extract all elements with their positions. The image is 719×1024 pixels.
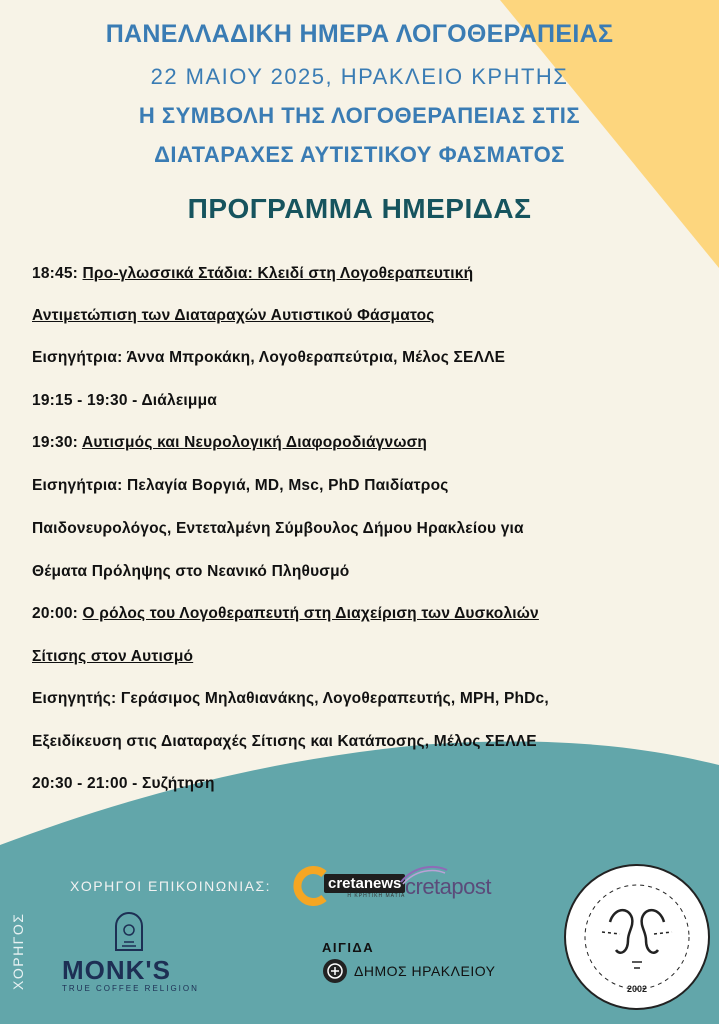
media-sponsors-label: ΧΟΡΗΓΟΙ ΕΠΙΚΟΙΝΩΝΙΑΣ: xyxy=(70,878,272,894)
dimos-logo xyxy=(322,958,496,984)
cretanews-c-icon xyxy=(292,866,328,906)
speaker-line-cont: Παιδονευρολόγος, Εντεταλμένη Σύμβουλος Δήμου Ηρακλείου για xyxy=(32,520,524,537)
dimos-emblem-icon xyxy=(322,958,348,984)
break-line: 19:15 - 19:30 - Διάλειμμα xyxy=(32,392,218,409)
program-title: ΠΡΟΓΡΑΜΜΑ ΗΜΕΡΙΔΑΣ xyxy=(187,193,532,224)
dimos-name: ΔΗΜΟΣ ΗΡΑΚΛΕΙΟΥ xyxy=(354,963,496,979)
association-seal xyxy=(562,862,712,1017)
session-title-cont: Αντιμετώπιση των Διαταραχών Αυτιστικού Φάσματος xyxy=(32,307,435,324)
speaker-line-cont: Θέματα Πρόληψης στο Νεανικό Πληθυσμό xyxy=(32,563,350,580)
session-title-cont: Σίτισης στον Αυτισμό xyxy=(32,648,194,665)
program-line xyxy=(32,434,427,452)
session-title: Ο ρόλος του Λογοθεραπευτή στη Διαχείριση των Δυσκολιών xyxy=(82,605,539,622)
session-time: 18:45: xyxy=(32,265,83,282)
monks-wordmark: MONK'S xyxy=(62,955,171,985)
monks-logo xyxy=(62,955,199,993)
discussion-line: 20:30 - 21:00 - Συζήτηση xyxy=(32,775,215,792)
speaker-line-cont: Εξειδίκευση στις Διαταραχές Σίτισης και Κατάποσης, Μέλος ΣΕΛΛΕ xyxy=(32,733,537,750)
cretapost-wordmark: cretapost xyxy=(405,874,491,899)
sponsor-vertical-label: ΧΟΡΗΓΟΣ xyxy=(10,912,26,990)
program-line xyxy=(32,265,473,283)
cretanews-logo xyxy=(292,866,405,906)
monks-emblem-icon xyxy=(112,912,146,957)
event-subtitle-line1: Η ΣΥΜΒΟΛΗ ΤΗΣ ΛΟΓΟΘΕΡΑΠΕΙΑΣ ΣΤΙΣ xyxy=(138,103,581,128)
seal-year: 2002 xyxy=(626,984,648,994)
monks-tagline: TRUE COFFEE RELIGION xyxy=(62,984,199,993)
session-time: 20:00: xyxy=(32,605,83,622)
auspices-label: ΑΙΓΙΔΑ xyxy=(322,940,375,955)
event-date-location: 22 ΜΑΙΟΥ 2025, ΗΡΑΚΛΕΙΟ ΚΡΗΤΗΣ xyxy=(150,64,569,89)
session-time: 19:30: xyxy=(32,434,82,451)
speaker-line: Εισηγητής: Γεράσιμος Μηλαθιανάκης, Λογοθεραπευτής, MPH, PhDc, xyxy=(32,690,549,707)
program-line xyxy=(32,605,539,623)
session-title: Προ-γλωσσικά Στάδια: Κλειδί στη Λογοθεραπευτική xyxy=(82,265,474,282)
cretapost-logo xyxy=(405,868,491,899)
speaker-line: Εισηγήτρια: Πελαγία Βοργιά, MD, Msc, PhD Παιδίατρος xyxy=(32,477,449,494)
event-subtitle-line2: ΔΙΑΤΑΡΑΧΕΣ ΑΥΤΙΣΤΙΚΟΥ ΦΑΣΜΑΤΟΣ xyxy=(154,142,565,167)
cretanews-wordmark: cretanews xyxy=(324,874,405,893)
event-title: ΠΑΝΕΛΛΑΔΙΚΗ ΗΜΕΡΑ ΛΟΓΟΘΕΡΑΠΕΙΑΣ xyxy=(105,20,614,48)
speaker-line: Εισηγήτρια: Άννα Μπροκάκη, Λογοθεραπεύτρια, Μέλος ΣΕΛΛΕ xyxy=(32,349,506,366)
session-title: Αυτισμός και Νευρολογική Διαφοροδιάγνωση xyxy=(81,434,428,451)
cretanews-tagline: Η ΚΡΗΤΙΚΗ ΜΑΤΙΑ xyxy=(347,892,406,899)
